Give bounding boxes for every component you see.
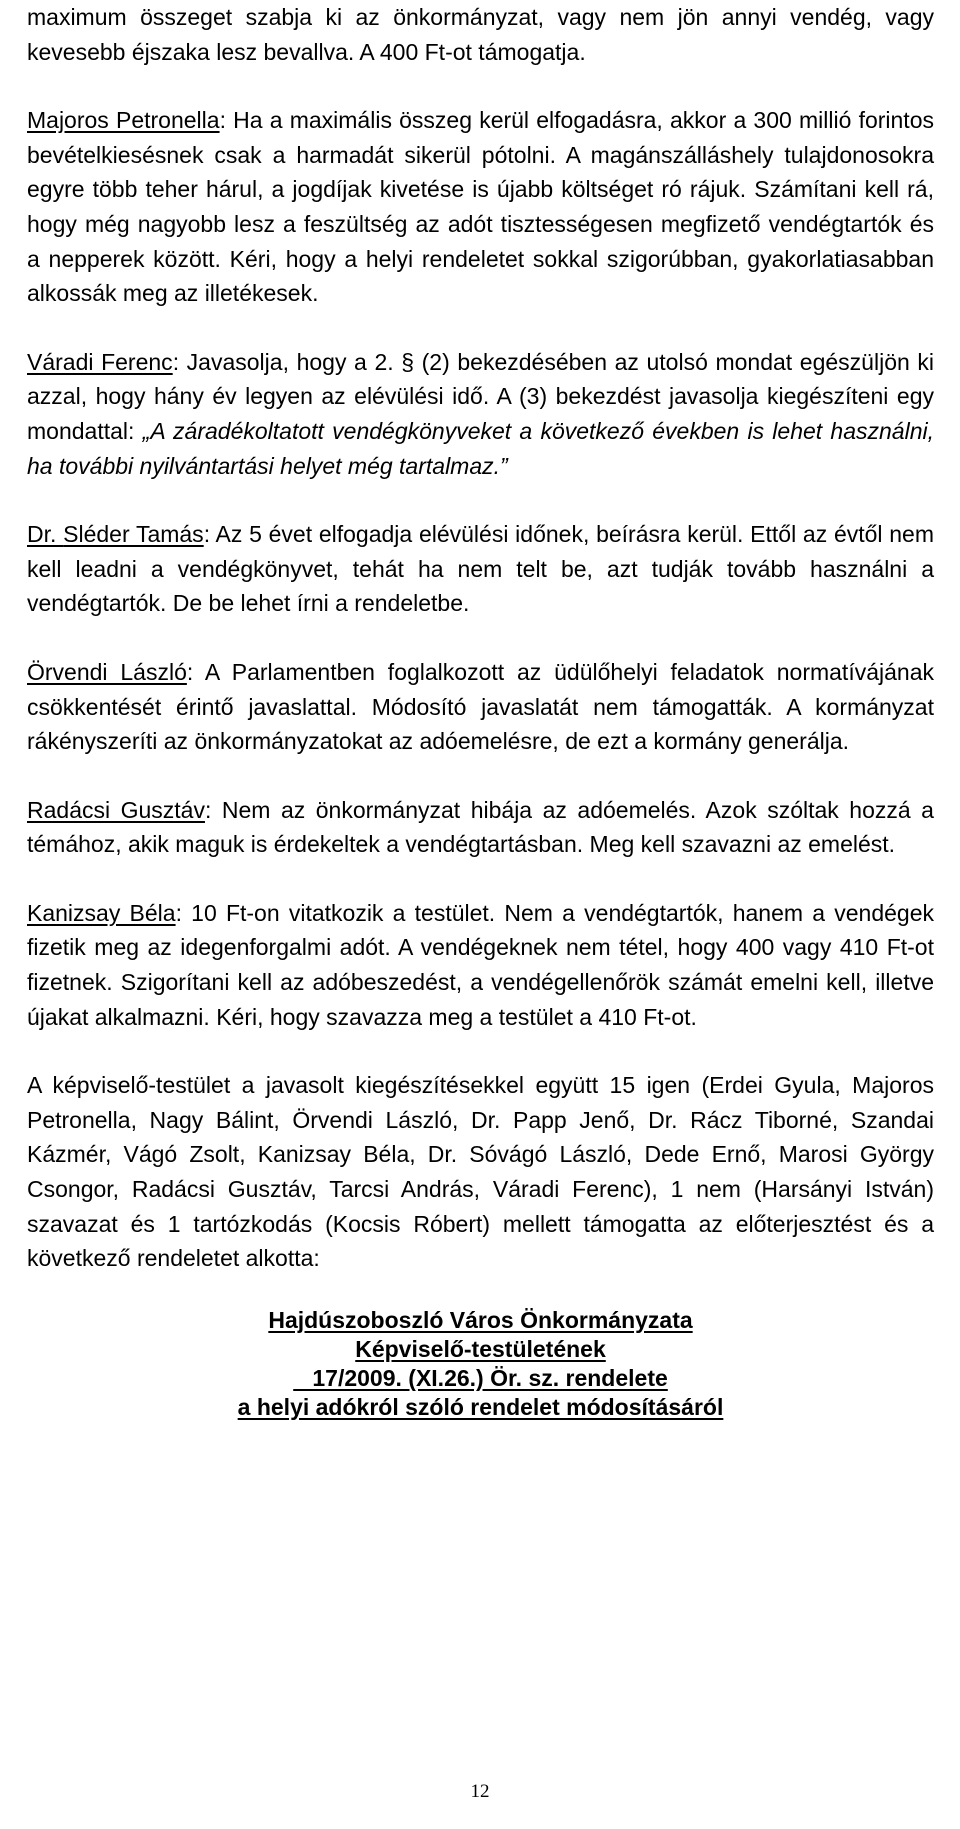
speaker-name: Váradi Ferenc <box>27 348 173 375</box>
speaker-name: Kanizsay Béla <box>27 899 176 926</box>
paragraph-majoros <box>27 103 934 311</box>
heading-line-municipality: Hajdúszoboszló Város Önkormányzata <box>268 1306 693 1333</box>
paragraph-varadi <box>27 345 934 483</box>
paragraph-radacsi <box>27 793 934 862</box>
proposed-sentence-quote: „A záradékoltatott vendégkönyveket a következő években is lehet használni, ha további nyilvántartási helyet még tartalmaz.” <box>27 417 934 479</box>
paragraph-orvendi <box>27 655 934 759</box>
heading-line-body: Képviselő-testületének <box>355 1335 606 1362</box>
speech-text: : Ha a maximális összeg kerül elfogadásra, akkor a 300 millió forintos bevételkiesésnek csak a harmadát sikerül pótolni. A magánszálláshely tulajdonosokra egyre több teher hárul, a jogdíjak kivetése is újabb költséget ró rájuk. Számítani kell rá, hogy még nagyobb lesz a feszültség az adót tisztességesen megfizető vendégtartók és a nepperek között. Kéri, hogy a helyi rendeletet sokkal szigorúbban, gyakorlatiasabban alkossák meg az illetékesek. <box>27 107 934 307</box>
paragraph-continuation: maximum összeget szabja ki az önkormányzat, vagy nem jön annyi vendég, vagy kevesebb éjszaka lesz bevallva. A 400 Ft-ot támogatja. <box>27 4 934 65</box>
paragraph-vote-result: A képviselő-testület a javasolt kiegészítésekkel együtt 15 igen (Erdei Gyula, Majoros Petronella, Nagy Bálint, Örvendi László, Dr. Papp Jenő, Dr. Rácz Tiborné, Szandai Kázmér, Vágó Zsolt, Kanizsay Béla, Dr. Sóvágó László, Dede Ernő, Marosi György Csongor, Radácsi Gusztáv, Tarcsi András, Váradi Ferenc), 1 nem (Harsányi István) szavazat és 1 tartózkodás (Kocsis Róbert) mellett támogatta az előterjesztést és a következő rendeletet alkotta: <box>27 1072 934 1272</box>
speech-text: : 10 Ft-on vitatkozik a testület. Nem a vendégtartók, hanem a vendégek fizetik meg az idegenforgalmi adót. A vendégeknek nem tétel, hogy 400 vagy 410 Ft-ot fizetnek. Szigorítani kell az adóbeszedést, a vendégellenőrök számát emelni kell, illetve újakat alkalmazni. Kéri, hogy szavazza meg a testület a 410 Ft-ot. <box>27 899 934 1030</box>
speaker-name: Örvendi László <box>27 658 187 685</box>
decree-heading <box>27 1306 934 1422</box>
speaker-name: Radácsi Gusztáv <box>27 796 205 823</box>
heading-line-subject: a helyi adókról szóló rendelet módosításáról <box>237 1393 724 1420</box>
speech-text: : Az 5 évet elfogadja elévülési időnek, beírásra kerül. Ettől az évtől nem kell leadni a vendégkönyvet, tehát ha nem telt be, azt tudják tovább használni a vendégtartók. De be lehet írni a rendeletbe. <box>27 521 935 617</box>
speech-text: : Javasolja, hogy a 2. § (2) bekezdésében az utolsó mondat egészüljön ki azzal, hogy hány év legyen az elévülési idő. A (3) bekezdést javasolja kiegészíteni egy mondattal: <box>27 348 934 444</box>
speaker-name: Majoros Petronella <box>27 107 220 134</box>
speech-text: : Nem az önkormányzat hibája az adóemelés. Azok szóltak hozzá a témához, akik maguk is érdekeltek a vendégtartásban. Meg kell szavazni az emelést. <box>27 796 934 858</box>
paragraph-kanizsay <box>27 896 934 1034</box>
speech-text: : A Parlamentben foglalkozott az üdülőhelyi feladatok normatívájának csökkentését érintő javaslattal. Módosító javaslatát nem támogatták. A kormányzat rákényszeríti az önkormányzatokat az adóemelésre, de ezt a kormány generálja. <box>27 658 934 755</box>
paragraph-sleder <box>27 517 934 621</box>
speaker-name: Sléder Tamás <box>63 521 204 548</box>
page-number: 12 <box>470 1781 490 1802</box>
speaker-prefix: Dr. <box>27 521 64 548</box>
heading-line-decree-number: 17/2009. (XI.26.) Ör. sz. rendelete <box>293 1364 668 1391</box>
